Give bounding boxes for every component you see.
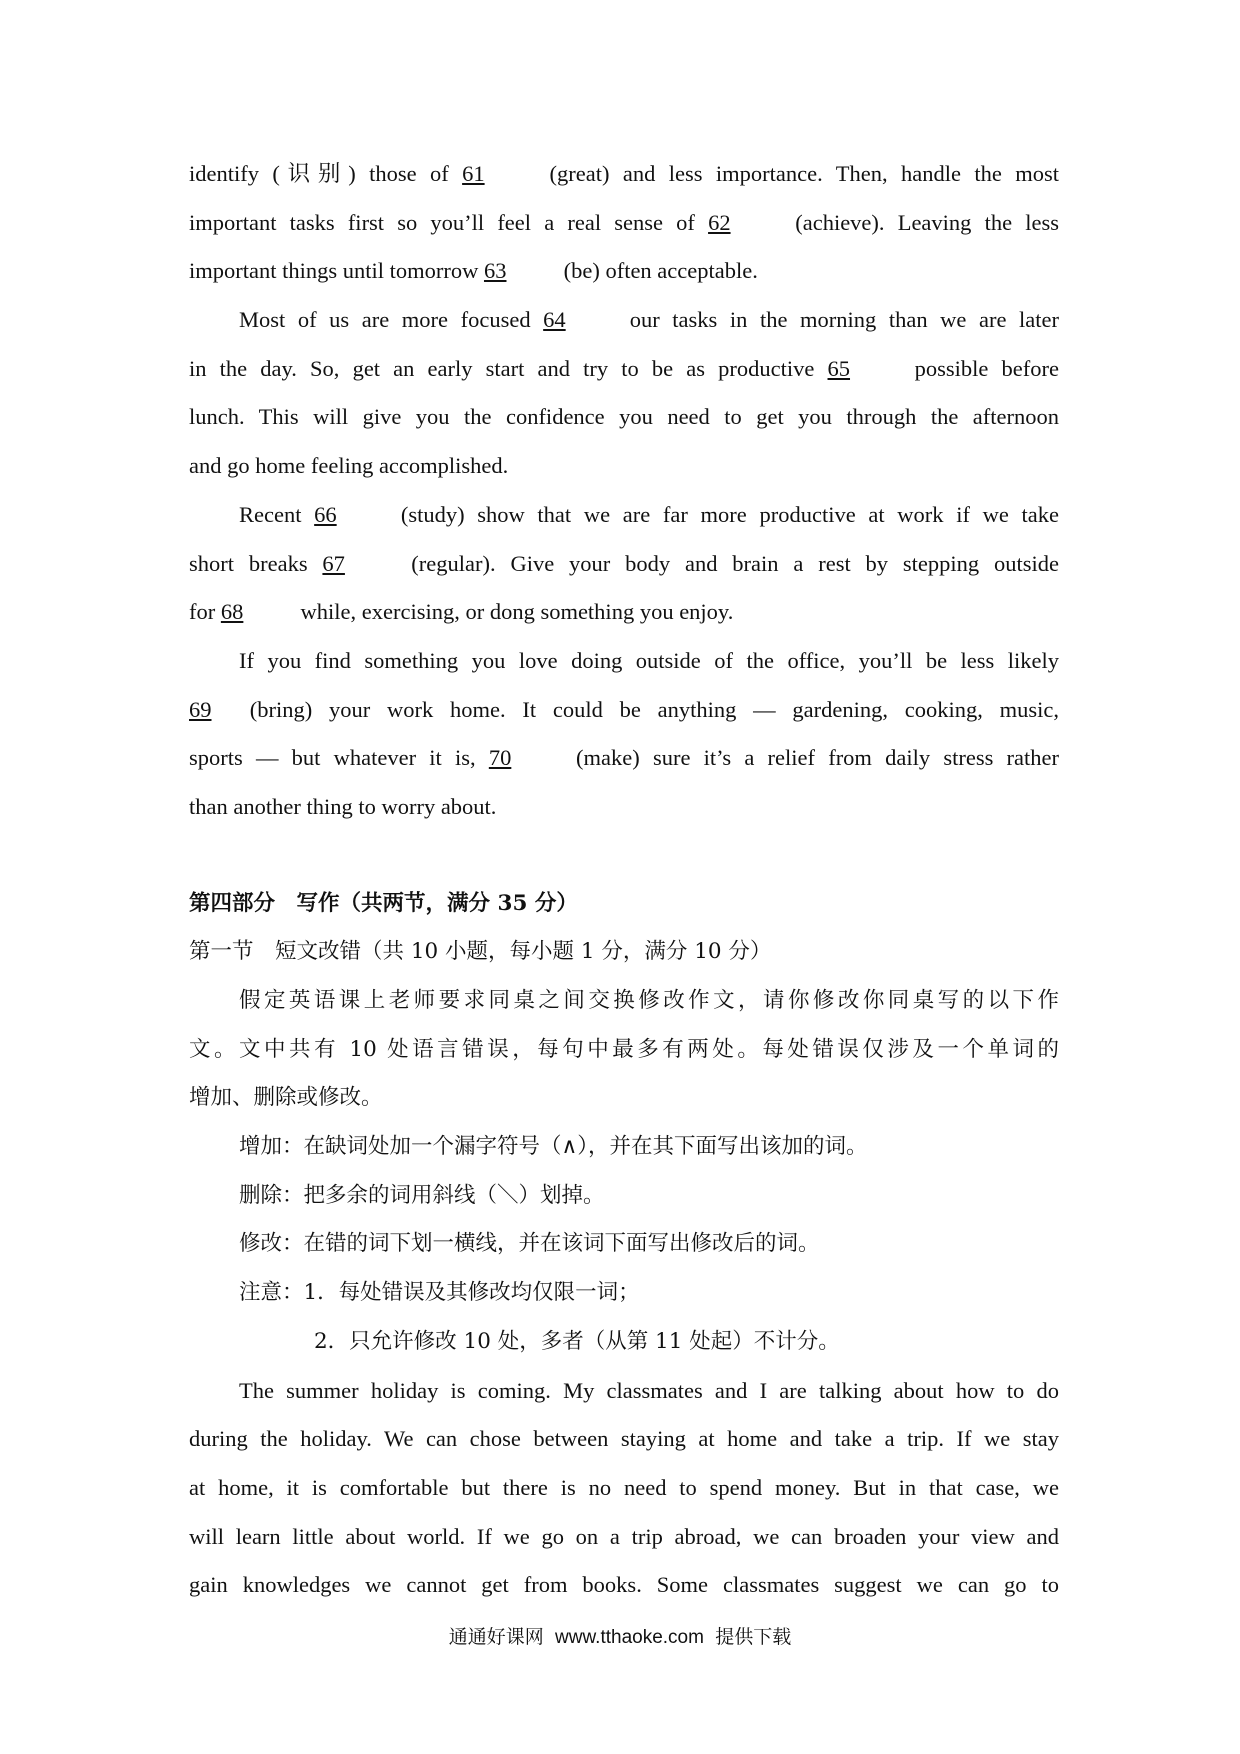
footer-note: 提供下载 (715, 1627, 792, 1648)
footer-url: www.tthaoke.com (555, 1627, 704, 1648)
passage-line: important tasks first so you’ll feel a real sense of 62 (achieve). Leaving the less (189, 199, 1059, 248)
passage-line: lunch. This will give you the confidence you need to get you through the afternoon (189, 404, 1059, 430)
rule-delete: 删除：把多余的词用斜线（＼）划掉。 (239, 1182, 605, 1208)
rule-add: 增加：在缺词处加一个漏字符号（∧），并在其下面写出该加的词。 (239, 1134, 868, 1160)
section-one-title: 第一节 短文改错（共 10 小题，每小题 1 分，满分 10 分） (189, 939, 772, 965)
passage-line: 69 (bring) your work home. It could be anything — gardening, cooking, music, (189, 686, 1059, 735)
passage-line: sports — but whatever it is, 70 (make) sure it’s a relief from daily stress rather (189, 734, 1059, 783)
blank-65: 65 (827, 355, 851, 381)
passage-line: If you find something you love doing outside of the office, you’ll be less likely (239, 647, 1059, 673)
instruction-line: 文。文中共有 10 处语言错误，每句中最多有两处。每处错误仅涉及一个单词的 (189, 1036, 1059, 1062)
blank-64: 64 (543, 307, 566, 333)
passage-line: short breaks 67 (regular). Give your body and brain a rest by stepping outside (189, 540, 1059, 589)
passage-line: and go home feeling accomplished. (189, 453, 509, 479)
passage-line: Most of us are more focused 64 our tasks in the morning than we are later (189, 296, 1059, 345)
blank-69: 69 (189, 696, 212, 722)
blank-66: 66 (314, 501, 337, 527)
note-two: 2．只允许修改 10 处，多者（从第 11 处起）不计分。 (314, 1328, 840, 1354)
passage-line: in the day. So, get an early start and try to be as productive 65 possible before (189, 345, 1059, 394)
note-one: 注意：1．每处错误及其修改均仅限一词； (239, 1280, 640, 1306)
page-footer (0, 1622, 1240, 1649)
blank-67: 67 (322, 550, 345, 576)
passage-line: Recent 66 (study) show that we are far more productive at work if we take (189, 491, 1059, 540)
passage-line: important things until tomorrow 63 (be) often acceptable. (189, 247, 1059, 296)
blank-63: 63 (483, 258, 507, 284)
passage-line: identify (识别) those of 61 (great) and less importance. Then, handle the most (189, 150, 1059, 199)
part-four-title: 第四部分 写作（共两节，满分 35 分） (189, 890, 578, 916)
passage-line: than another thing to worry about. (189, 793, 497, 819)
essay-line: gain knowledges we cannot get from books. Some classmates suggest we can go to (189, 1572, 1059, 1598)
passage-line: for 68 while, exercising, or dong something you enjoy. (189, 588, 1059, 637)
essay-line: at home, it is comfortable but there is no need to spend money. But in that case, we (189, 1474, 1059, 1500)
essay-line: The summer holiday is coming. My classmates and I are talking about how to do (239, 1377, 1059, 1403)
instruction-line: 增加、删除或修改。 (189, 1085, 383, 1111)
blank-61: 61 (462, 161, 485, 186)
essay-line: during the holiday. We can chose between staying at home and take a trip. If we stay (189, 1426, 1059, 1452)
essay-line: will learn little about world. If we go on a trip abroad, we can broaden your view and (189, 1523, 1059, 1549)
instruction-line: 假定英语课上老师要求同桌之间交换修改作文，请你修改你同桌写的以下作 (239, 988, 1059, 1013)
rule-modify: 修改：在错的词下划一横线，并在该词下面写出修改后的词。 (239, 1231, 820, 1257)
footer-site: 通通好课网 (448, 1627, 544, 1648)
page-content (189, 150, 1059, 1610)
blank-70: 70 (488, 745, 512, 771)
blank-68: 68 (220, 599, 244, 625)
blank-62: 62 (708, 209, 731, 235)
